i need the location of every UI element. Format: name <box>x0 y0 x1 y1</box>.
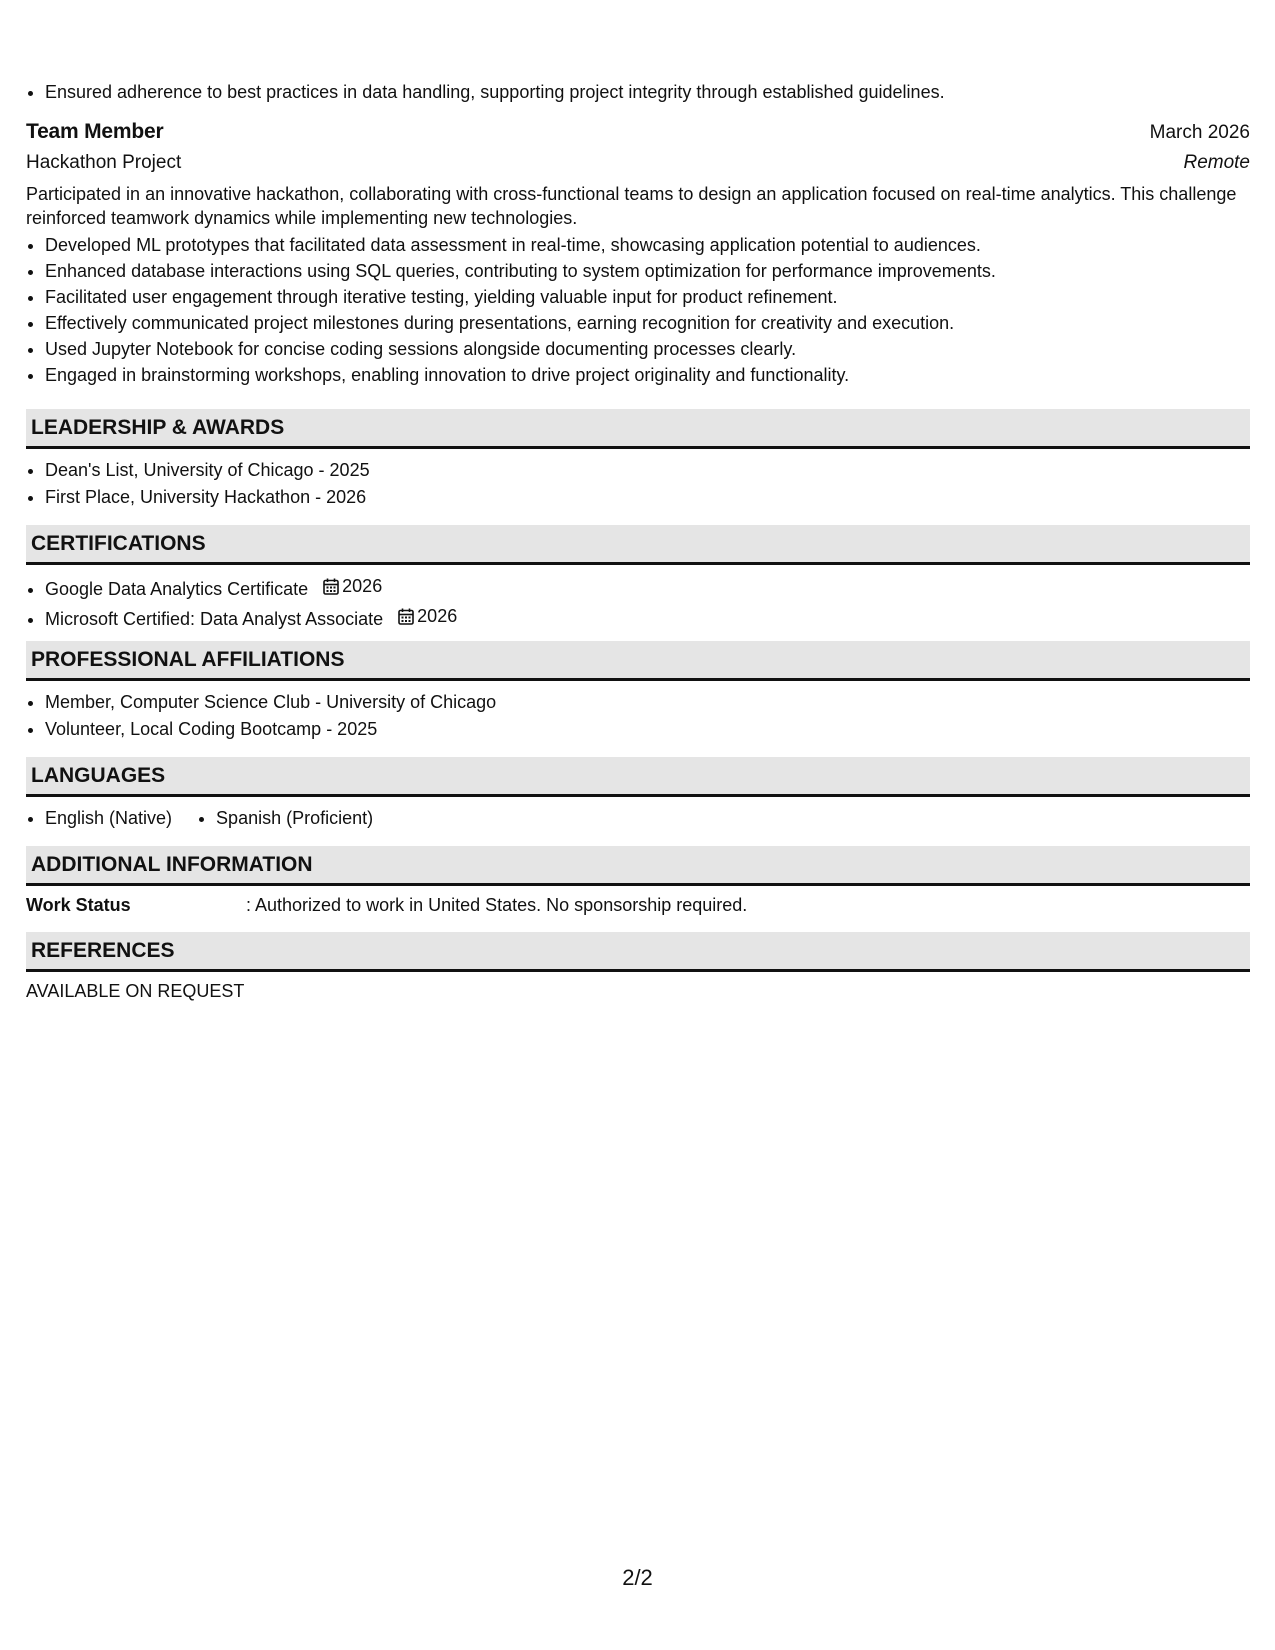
additional-info-section <box>26 846 1250 918</box>
list-item: • Member, Computer Science Club - University of Chicago <box>45 689 1250 716</box>
work-status-value: : Authorized to work in United States. No sponsorship required. <box>246 895 748 915</box>
affiliations-section <box>26 641 1250 743</box>
section-heading: LANGUAGES <box>26 757 1250 797</box>
list-item: • Enhanced database interactions using SQL queries, contributing to system optimization for performance improvements. <box>45 258 1250 284</box>
certifications-section <box>26 525 1250 633</box>
job-organization: Hackathon Project <box>26 152 182 173</box>
list-item: • Spanish (Proficient) <box>216 805 373 832</box>
list-item: • First Place, University Hackathon - 2026 <box>45 484 1250 511</box>
calendar-icon <box>398 608 414 625</box>
previous-job-bullets <box>26 79 1250 106</box>
list-item: • English (Native) <box>45 805 172 832</box>
calendar-icon <box>323 578 339 595</box>
certification-name: Google Data Analytics Certificate <box>45 579 309 599</box>
list-item: • Engaged in brainstorming workshops, enabling innovation to drive project originality and functionality. <box>45 362 1250 388</box>
list-item: • Ensured adherence to best practices in data handling, supporting project integrity through established guidelines. <box>45 79 1250 106</box>
certification-year: 2026 <box>417 606 458 626</box>
section-heading: LEADERSHIP & AWARDS <box>26 409 1250 449</box>
section-heading: REFERENCES <box>26 932 1250 972</box>
leadership-section <box>26 409 1250 511</box>
references-text: AVAILABLE ON REQUEST <box>26 981 245 1001</box>
list-item: • Effectively communicated project milestones during presentations, earning recognition for creativity and execution. <box>45 310 1250 336</box>
list-item <box>45 573 1250 603</box>
list-item <box>45 603 1250 633</box>
section-heading: CERTIFICATIONS <box>26 525 1250 565</box>
list-item: • Dean's List, University of Chicago - 2025 <box>45 457 1250 484</box>
section-heading: ADDITIONAL INFORMATION <box>26 846 1250 886</box>
languages-section <box>26 757 1250 832</box>
certification-year: 2026 <box>342 576 383 596</box>
list-item: • Volunteer, Local Coding Bootcamp - 2025 <box>45 716 1250 743</box>
job-description: Participated in an innovative hackathon, collaborating with cross-functional teams to design an application focused on real-time analytics. This challenge reinforced teamwork dynamics while implementing new technologies. <box>26 184 1237 228</box>
list-item: • Facilitated user engagement through iterative testing, yielding valuable input for product refinement. <box>45 284 1250 310</box>
list-item: • Developed ML prototypes that facilitated data assessment in real-time, showcasing application potential to audiences. <box>45 232 1250 258</box>
certification-name: Microsoft Certified: Data Analyst Associate <box>45 609 384 629</box>
page-number: 2/2 <box>622 1565 653 1590</box>
job-date: March 2026 <box>1149 122 1250 143</box>
job-title: Team Member <box>26 120 164 143</box>
references-section <box>26 932 1250 1004</box>
list-item: • Used Jupyter Notebook for concise coding sessions alongside documenting processes clearly. <box>45 336 1250 362</box>
job-entry <box>26 117 1250 388</box>
work-status-label: Work Status <box>26 895 131 915</box>
job-location: Remote <box>1183 152 1250 173</box>
section-heading: PROFESSIONAL AFFILIATIONS <box>26 641 1250 681</box>
